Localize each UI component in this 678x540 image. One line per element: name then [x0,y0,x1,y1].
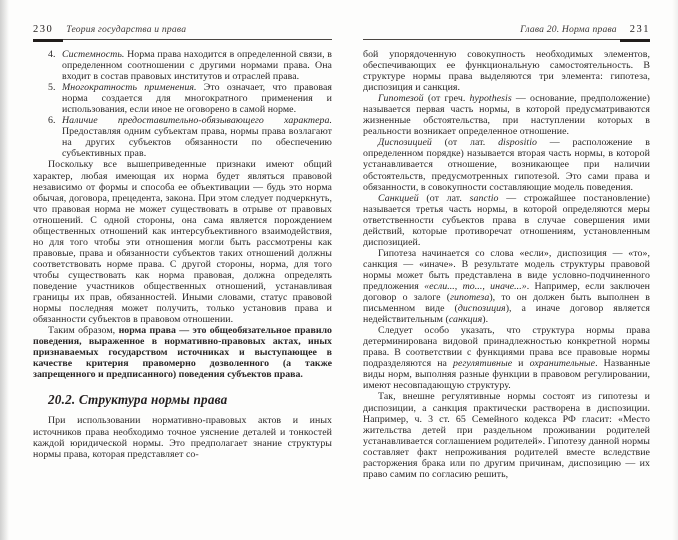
text-run-italic: sanctio [469,192,499,204]
text-run-italic: Наличие предоставительно-обязывающего характера. [62,115,332,127]
text-run-italic: Санкцией [378,192,419,204]
list-item [33,82,332,115]
text-run-regular: и [512,358,530,370]
text-run-regular: Норма права находится в определенной связи, в определенном соотношении с другими нормами права. Она входит в состав правовых институтов и отраслей права. [62,49,332,83]
paragraph [363,248,650,325]
paragraph [363,93,650,137]
scan-edge-right-shadow [672,0,678,540]
header-rule-thick-left [33,39,63,42]
list-item-number: 5. [48,82,56,94]
page-number-left: 230 [33,24,54,35]
text-run-regular: (от лат. [431,137,499,149]
text-run-regular: . Названные виды норм, выполняя разные функции в правовом регулировании, имеют несовпадающую структуру. [363,358,651,392]
header-rule-thick-right [620,39,650,42]
text-run-regular: Это означает, что правовая норма создается для многократного применения и использования, если иное не оговорено в самой норме. [62,82,332,116]
text-run-regular: Так, внешне регулятивные нормы состоят из гипотезы и диспозиции, а санкция практически растворена в диспозиции. Например, ч. 3 ст. 65 Семейного кодекса РФ гласит: «Место жительства детей при раздельном проживании родителей устанавливается соглашением родителей». Гипотезу данной нормы составляет факт непроживания родителей вместе вследствие расторжения брака или по другим причинам, диспозицию — их право самим по согласию решить, [363,391,650,480]
text-run-italic: гипотеза [450,292,490,304]
text-run-italic: Диспозицией [378,137,432,149]
text-run-regular: . Например, если заключен договор о залоге ( [363,280,650,304]
page-number-right: 231 [629,24,650,35]
text-run-italic: охранительные [529,358,596,370]
page-left-body [33,49,332,460]
text-run-regular: Таким образом, [48,325,119,337]
paragraph [363,49,650,93]
running-title-left: Теория государства и права [66,24,187,35]
list-item-text [62,115,332,159]
list-item-text [62,49,332,82]
text-run-bold: норма права — это общеобязательное правило поведения, выраженное в нормативно-правовых актах, иных признаваемых государством источниках и выступающее в качестве критерия правомерно дозволенного (а также запрещенного и предписанного) поведения субъектов права. [33,325,332,381]
text-run-regular: бой упорядоченную совокупность необходимых элементов, обеспечивающих ее функциональную самостоятельность. В структуре нормы права выделяются три элемента: гипотеза, диспозиция и санкция. [363,49,650,94]
text-run-italic: санкция [448,314,483,326]
paragraph [363,137,650,192]
text-run-regular: Следует особо указать, что структура нормы права детерминирована видовой принадлежностью конкретной нормы права. В соответствии с функциями права все правовые нормы подразделяются на [363,325,650,370]
page-left [33,24,332,460]
list-item-number: 6. [48,115,56,127]
text-run-regular: — расположение в определенном порядке) называется вторая часть нормы, в которой устанавливается отношение, возникающее при наличии обстоятельств, предусмотренных гипотезой. Это сами права и обязанности, в совокупности составляющие модель поведения. [363,137,650,193]
paragraph [33,159,332,325]
text-run-italic: dispositio [498,137,537,149]
text-run-regular: ), а иначе договор является недействительным ( [363,303,650,326]
list-item-text [62,82,332,115]
text-run-italic: hypothesis [469,93,512,105]
text-run-regular: При использовании нормативно-правовых актов и иных источников права необходимо точное уяснение деталей и тонкостей каждой юридической нормы. Это предполагает знание структуры нормы права, которая представляет со- [33,415,332,460]
list-item-number: 4. [48,49,56,60]
text-run-italic: «если..., то..., иначе...» [424,280,527,292]
text-run-regular: ), то он должен быть выполнен в письменном виде ( [363,292,650,315]
paragraph [33,415,332,459]
text-run-regular: (от лат. [418,192,470,204]
text-run-italic: Гипотезой [378,93,424,105]
page-right-header [363,24,650,40]
text-run-regular: — основание, предположение) называется первая часть нормы, в которой предусматриваются жизненные обстоятельства, при наступлении которых в реальности возникает определенное отношение. [363,93,650,138]
scan-edge-left-shadow [0,0,9,540]
paragraph [363,391,650,479]
paragraph [363,325,650,391]
text-run-regular: — строжайшее постановление) называется третья часть нормы, в которой определяются меры ответственности субъектов права в случае совершения ими действий, которые противоречат отношениям, установленным диспозицией. [363,192,650,248]
list-item [33,115,332,159]
text-run-italic: регулятивные [453,358,513,370]
text-run-italic: Многократность применения. [62,82,197,94]
text-run-regular: (от греч. [423,93,470,105]
section-heading: 20.2. Структура нормы права [48,392,228,408]
text-run-regular: Предоставляя одним субъектам права, нормы права возлагают на других субъектов обязанности по обеспечению субъективных прав. [62,126,332,160]
text-run-regular: Гипотеза начинается со слова «если», диспозиция — «то», санкция — «иначе». В результате модель структуры правовой нормы может быть представлена в виде условно-подчиненного предложения [363,247,650,292]
text-run-regular: Поскольку все вышеприведенные признаки имеют общий характер, любая имеющая их норма будет являться правовой независимо от формы и способа ее объективации — будь это норма обычая, договора, прецедента, закона. При этом следует подчеркнуть, что правовая норма не может существовать в отрыве от правовых отношений. С одной стороны, она сама является порождением общественных отношений как интерсубъективного взаимодействия, но для того чтобы эти отношения могли быть рассмотрены как правовые, права и обязанности субъектов таких отношений должны соответствовать норме права. С другой стороны, норма, для того чтобы существовать как норма правовая, должна определять поведение участников общественных отношений, устанавливая границы их прав, обязанностей. Иными словами, статус правовой нормы последняя может получить, только установив права и обязанности субъектов в правовом отношении. [33,159,332,326]
page-left-header [33,24,332,40]
list-item [33,49,332,82]
text-run-italic: Системность. [62,49,125,60]
paragraph [33,325,332,380]
page-right [363,24,650,480]
text-run-italic: диспозиция [457,303,506,315]
running-title-right: Глава 20. Норма права [520,24,617,35]
page-right-body [363,49,650,480]
paragraph [363,193,650,248]
text-run-regular: ). [482,314,489,326]
